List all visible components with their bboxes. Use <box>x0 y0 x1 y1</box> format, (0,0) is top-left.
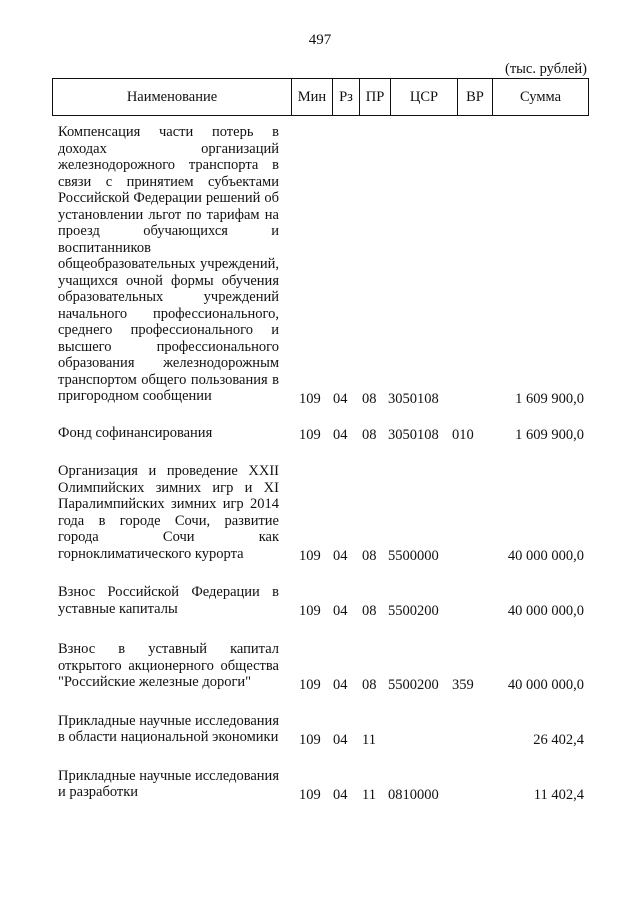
row-name: Взнос в уставный капитал открытого акционерного общества "Российские железные дороги" <box>58 641 279 690</box>
row-pr: 08 <box>362 427 377 443</box>
row-csr: 5500200 <box>388 603 439 619</box>
table-row <box>0 768 640 801</box>
row-rz: 04 <box>333 548 348 564</box>
row-name: Прикладные научные исследования в области национальной экономики <box>58 712 279 745</box>
header-min: Мин <box>292 79 333 115</box>
header-pr: ПР <box>360 79 391 115</box>
row-min: 109 <box>299 427 321 443</box>
row-sum: 40 000 000,0 <box>507 548 584 564</box>
table-row <box>0 463 640 562</box>
table-body <box>0 124 640 815</box>
row-sum: 1 609 900,0 <box>515 427 584 443</box>
row-pr: 08 <box>362 390 377 407</box>
table-row <box>0 425 640 442</box>
header-name: Наименование <box>53 79 292 115</box>
row-rz: 04 <box>333 786 348 803</box>
row-name: Компенсация части потерь в доходах организаций железнодорожного транспорта в связи с принятием субъектами Российской Федерации решений об установлении льгот по тарифам на проезд обучающихся и воспитанников общеобразовательных учреждений, учащихся очной формы обучения образовательных учреждений начального профессионального, среднего профессионального и высшего профессионального образования железнодорожным транспортом общего пользования в пригородном сообщении <box>58 124 279 404</box>
row-pr: 08 <box>362 548 377 564</box>
row-csr: 5500000 <box>388 548 439 564</box>
row-sum: 40 000 000,0 <box>507 603 584 619</box>
row-vr: 359 <box>452 676 474 693</box>
row-rz: 04 <box>333 731 348 748</box>
row-pr: 11 <box>362 731 376 748</box>
table-row <box>0 713 640 746</box>
row-pr: 08 <box>362 603 377 619</box>
table-row <box>0 124 640 405</box>
header-sum: Сумма <box>519 88 562 105</box>
header-vr: ВР <box>458 79 493 115</box>
row-min: 109 <box>299 786 321 803</box>
row-min: 109 <box>299 731 321 748</box>
table-row <box>0 584 640 617</box>
row-vr: 010 <box>452 427 474 443</box>
row-rz: 04 <box>333 427 348 443</box>
row-name: Фонд софинансирования <box>58 424 213 441</box>
row-name: Организация и проведение XXII Олимпийских зимних игр и XI Паралимпийских зимних игр 2014 года в городе Сочи, развитие города Сочи как горноклиматического курорта <box>58 463 279 562</box>
row-sum: 1 609 900,0 <box>515 390 584 407</box>
row-rz: 04 <box>333 603 348 619</box>
row-sum: 40 000 000,0 <box>507 676 584 693</box>
header-rz: Рз <box>333 79 360 115</box>
row-csr: 3050108 <box>388 427 439 443</box>
row-rz: 04 <box>333 676 348 693</box>
row-min: 109 <box>299 548 321 564</box>
row-csr: 3050108 <box>388 390 439 407</box>
row-pr: 11 <box>362 786 376 803</box>
row-csr: 0810000 <box>388 786 439 803</box>
table-row <box>0 641 640 691</box>
table-header <box>52 78 589 116</box>
units-label: (тыс. рублей) <box>505 61 587 77</box>
row-min: 109 <box>299 390 321 407</box>
row-pr: 08 <box>362 676 377 693</box>
row-name: Прикладные научные исследования и разработки <box>58 767 279 800</box>
row-sum: 11 402,4 <box>533 786 584 803</box>
header-csr: ЦСР <box>391 79 458 115</box>
row-rz: 04 <box>333 390 348 407</box>
row-sum: 26 402,4 <box>533 731 584 748</box>
row-min: 109 <box>299 676 321 693</box>
row-name: Взнос Российской Федерации в уставные капиталы <box>58 584 279 617</box>
row-min: 109 <box>299 603 321 619</box>
row-csr: 5500200 <box>388 676 439 693</box>
page-number: 497 <box>308 32 332 48</box>
